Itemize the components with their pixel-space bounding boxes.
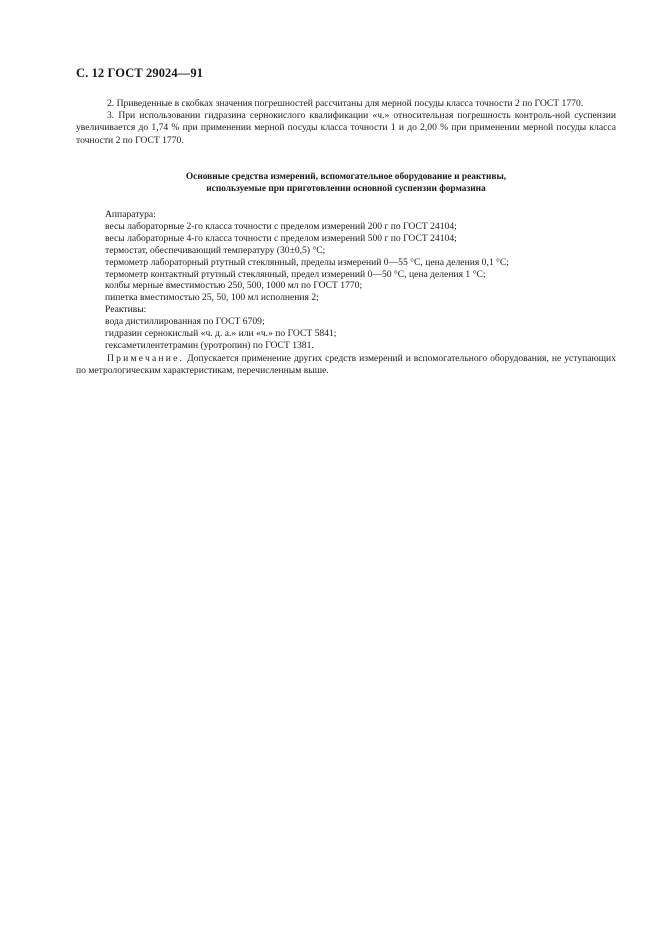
paragraph-2: 2. Приведенные в скобках значения погрешностей рассчитаны для мерной посуды класса точности 2 по ГОСТ 1770. (107, 98, 584, 109)
list-item: пипетка вместимостью 25, 50, 100 мл исполнения 2; (105, 292, 319, 304)
list-item: гидразин сернокислый «ч. д. а.» или «ч.» по ГОСТ 5841; (105, 328, 337, 340)
reagents-heading: Реактивы: (105, 304, 147, 316)
page-header: С. 12 ГОСТ 29024—91 (76, 66, 204, 80)
list-item: термометр лабораторный ртутный стеклянный, пределы измерений 0—55 °С, цена деления 0,1 °С; (105, 256, 509, 268)
list-item: гексаметилентетрамин (уротропин) по ГОСТ 1381. (105, 339, 314, 351)
equipment-list (105, 209, 509, 352)
note-paragraph (76, 353, 616, 377)
list-item: весы лабораторные 2-го класса точности с пределом измерений 200 г по ГОСТ 24104; (105, 220, 457, 232)
section-title-line-1: Основные средства измерений, вспомогательное оборудование и реактивы, (185, 172, 507, 182)
paragraph-3: 3. При использовании гидразина сернокислого квалификации «ч.» относительная погрешность контроль-ной суспензии увеличивается до 1,74 % при применении мерной посуды класса точности 1 и до 2,00 % при применении мерной посуды класса точности 2 по ГОСТ 1770. (76, 110, 616, 146)
list-item: термостат, обеспечивающий температуру (30±0,5) °С; (105, 244, 326, 256)
apparatus-heading: Аппаратура: (105, 209, 156, 220)
section-title-line-2: используемые при приготовлении основной суспензии формазина (206, 184, 486, 195)
list-item: весы лабораторные 4-го класса точности с пределом измерений 500 г по ГОСТ 24104; (105, 232, 457, 244)
list-item: вода дистиллированная по ГОСТ 6709; (105, 316, 265, 328)
section-title (76, 171, 616, 195)
list-item: термометр контактный ртутный стеклянный, предел измерений 0—50 °С, цена деления 1 °С; (105, 268, 486, 280)
note-label: Примечание. (107, 353, 185, 364)
note-text: Допускается применение других средств измерений и вспомогательного оборудования, не уступающих по метрологическим характеристикам, перечисленным выше. (76, 353, 616, 377)
notes-block (76, 98, 616, 147)
list-item: колбы мерные вместимостью 250, 500, 1000 мл по ГОСТ 1770; (105, 280, 363, 292)
